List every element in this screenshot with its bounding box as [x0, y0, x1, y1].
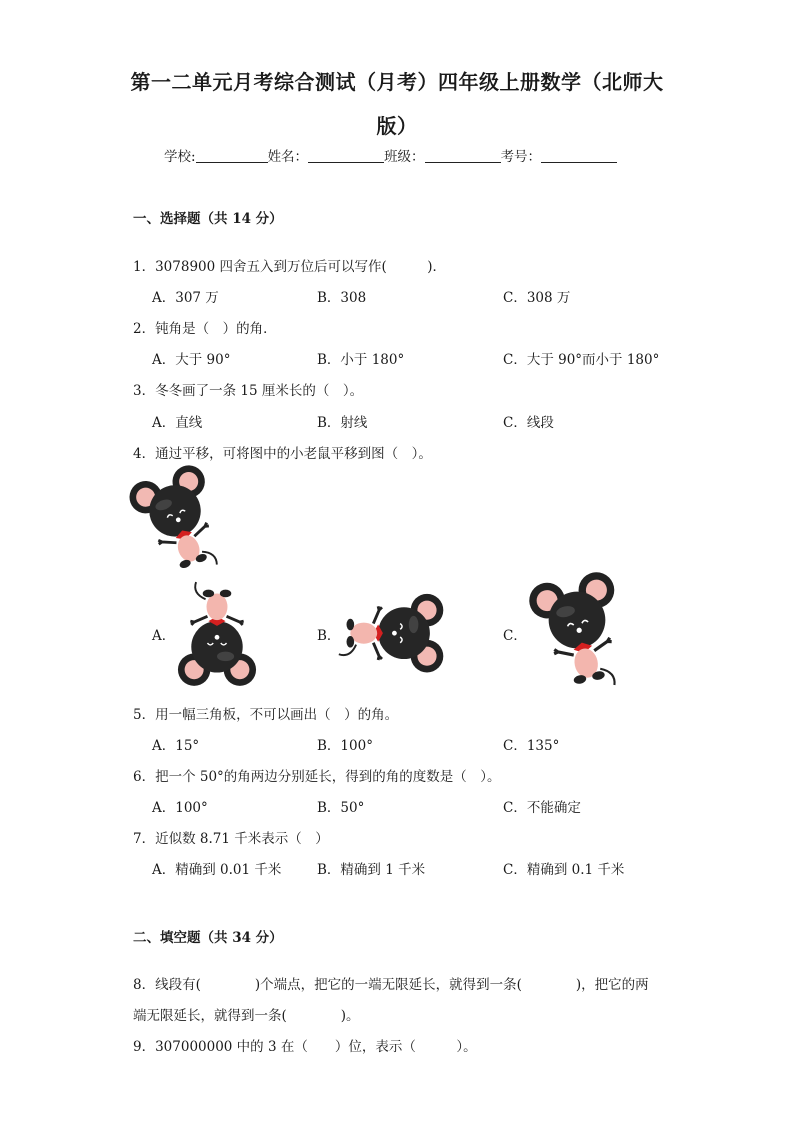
question-6: 6．把一个 50°的角两边分别延长，得到的角的度数是（ ）。 — [133, 769, 501, 785]
question-9: 9．307000000 中的 3 在（ ）位，表示（ ）。 — [133, 1039, 477, 1055]
exam-no-label: 考号： — [500, 149, 542, 165]
q3-option-c: C．线段 — [503, 415, 554, 431]
q2-option-c: C．大于 90°而小于 180° — [503, 352, 660, 368]
q7-option-c: C．精确到 0.1 千米 — [503, 862, 625, 878]
q6-option-c: C．不能确定 — [503, 800, 581, 816]
q4-option-c-label: C． — [503, 628, 527, 644]
q7-option-b: B．精确到 1 千米 — [317, 862, 426, 878]
question-4: 4．通过平移，可将图中的小老鼠平移到图（ ）。 — [133, 446, 432, 462]
q4-option-a-label: A． — [152, 628, 176, 644]
section-heading: 一、选择题（共 14 分） — [133, 211, 283, 227]
q1-option-b: B．308 — [317, 290, 367, 306]
q3-option-b: B．射线 — [317, 415, 368, 431]
mouse-icon-option-b — [335, 597, 450, 677]
name-blank[interactable] — [308, 148, 384, 163]
question-3: 3．冬冬画了一条 15 厘米长的（ ）。 — [133, 383, 364, 399]
q4-option-b-label: B． — [317, 628, 341, 644]
q6-option-a: A．100° — [152, 800, 208, 816]
question-8-line-2: 端无限延长，就得到一条( )。 — [133, 1008, 360, 1024]
q7-option-a: A．精确到 0.01 千米 — [152, 862, 282, 878]
page-title-continued: 版） — [376, 114, 418, 138]
page-title: 第一二单元月考综合测试（月考）四年级上册数学（北师大 — [130, 70, 664, 94]
question-1: 1．3078900 四舍五入到万位后可以写作( )． — [133, 259, 447, 275]
q1-option-a: A．307 万 — [152, 290, 219, 306]
q6-option-b: B．50° — [317, 800, 365, 816]
exam-no-blank[interactable] — [541, 148, 617, 163]
mouse-icon-option-a — [172, 583, 262, 683]
question-7: 7．近似数 8.71 千米表示（ ） — [133, 831, 329, 847]
question-8-line-1: 8．线段有( )个端点，把它的一端无限延长，就得到一条( )，把它的两 — [133, 977, 649, 993]
mouse-icon — [130, 468, 220, 568]
name-label: 姓名： — [267, 149, 309, 165]
q5-option-a: A．15° — [152, 738, 200, 754]
q1-option-c: C．308 万 — [503, 290, 571, 306]
class-blank[interactable] — [425, 148, 501, 163]
mouse-icon-option-c — [527, 575, 627, 685]
class-label: 班级： — [384, 149, 425, 165]
q3-option-a: A．直线 — [152, 415, 203, 431]
school-label: 学校: — [164, 149, 196, 165]
q2-option-b: B．小于 180° — [317, 352, 405, 368]
school-blank[interactable] — [196, 148, 268, 163]
q2-option-a: A．大于 90° — [152, 352, 231, 368]
question-2: 2．钝角是（ ）的角． — [133, 321, 277, 337]
q5-option-b: B．100° — [317, 738, 373, 754]
q5-option-c: C．135° — [503, 738, 560, 754]
question-5: 5．用一幅三角板，不可以画出（ ）的角。 — [133, 707, 399, 723]
section-heading-2: 二、填空题（共 34 分） — [133, 930, 283, 946]
student-info-line — [164, 145, 617, 165]
